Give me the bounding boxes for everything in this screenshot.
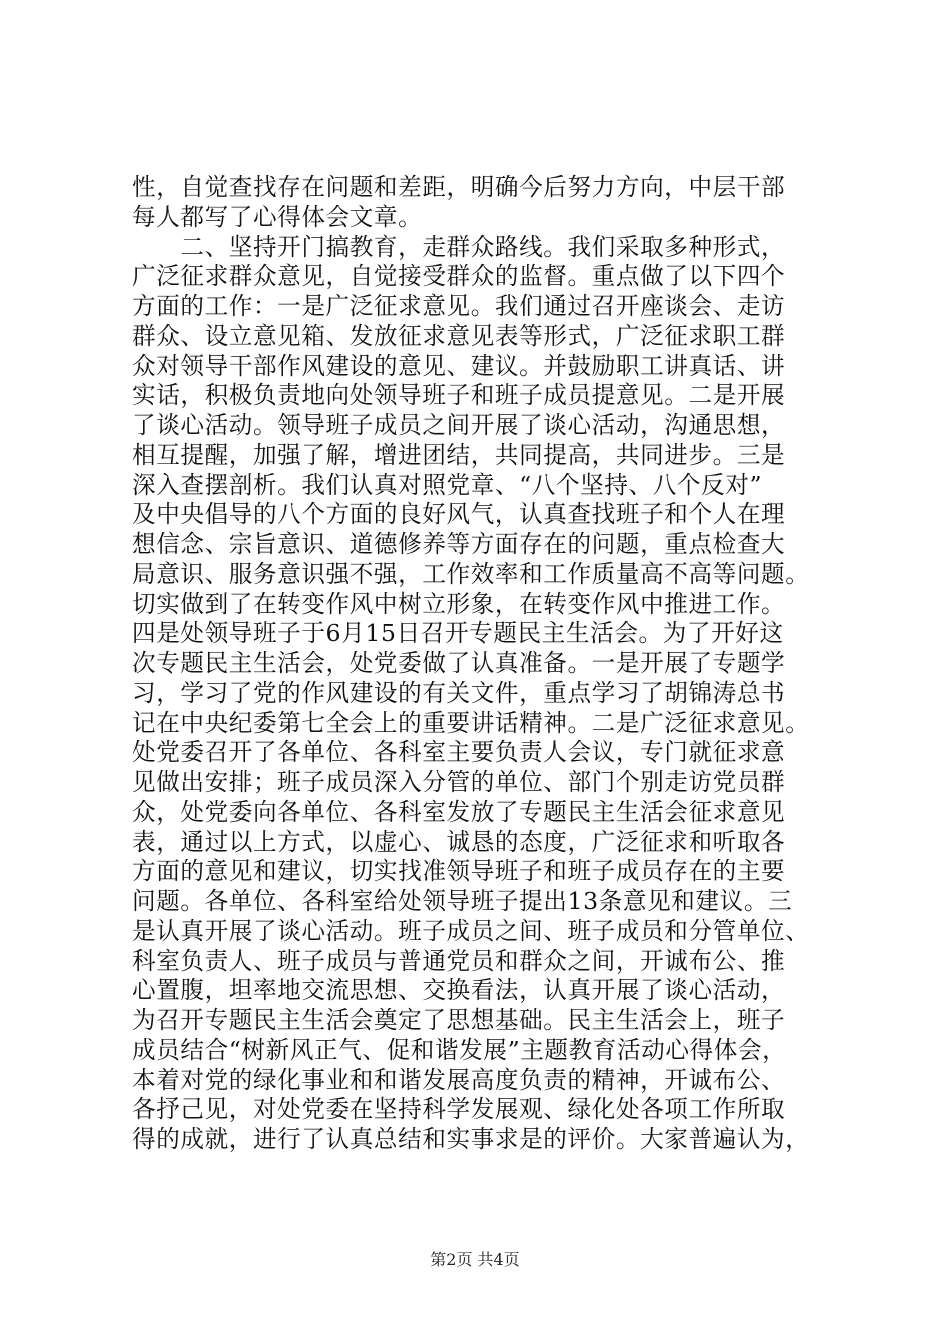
text-line-19: 记在中央纪委第七全会上的重要讲话精神。二是广泛征求意见。 bbox=[132, 708, 810, 737]
text-line-23: 表，通过以上方式，以虚心、诚恳的态度，广泛征求和听取各 bbox=[132, 827, 786, 856]
text-line-9: 了谈心活动。领导班子成员之间开展了谈心活动，沟通思想， bbox=[132, 411, 786, 439]
text-line-15: 切实做到了在转变作风中树立形象，在转变作风中推进工作。 bbox=[132, 589, 786, 618]
text-line-30: 成员结合“树新风正气、促和谐发展”主题教育活动心得体会， bbox=[132, 1035, 787, 1064]
text-line-10: 相互提醒，加强了解，增进团结，共同提高，共同进步。三是 bbox=[132, 440, 786, 469]
text-line-24: 方面的意见和建议，切实找准领导班子和班子成员存在的主要 bbox=[132, 857, 786, 886]
text-line-5: 方面的工作：一是广泛征求意见。我们通过召开座谈会、走访 bbox=[132, 292, 786, 320]
text-line-12: 及中央倡导的八个方面的良好风气，认真查找班子和个人在理 bbox=[132, 500, 786, 529]
text-line-28: 心置腹，坦率地交流思想、交换看法，认真开展了谈心活动， bbox=[132, 976, 786, 1005]
text-line-29: 为召开专题民主生活会奠定了思想基础。民主生活会上，班子 bbox=[132, 1006, 786, 1034]
body-text bbox=[132, 173, 832, 1155]
page-number-footer: 第2页 共4页 bbox=[430, 1250, 520, 1269]
text-line-25: 问题。各单位、各科室给处领导班子提出13条意见和建议。三 bbox=[132, 887, 793, 915]
text-line-4: 广泛征求群众意见，自觉接受群众的监督。重点做了以下四个 bbox=[132, 262, 786, 291]
text-line-33: 得的成就，进行了认真总结和实事求是的评价。大家普遍认为， bbox=[132, 1125, 810, 1153]
text-line-27: 科室负责人、班子成员与普通党员和群众之间，开诚布公、推 bbox=[132, 946, 786, 975]
text-line-7: 众对领导干部作风建设的意见、建议。并鼓励职工讲真话、讲 bbox=[132, 351, 786, 380]
text-line-22: 众，处党委向各单位、各科室发放了专题民主生活会征求意见 bbox=[132, 797, 786, 826]
text-line-6: 群众、设立意见箱、发放征求意见表等形式，广泛征求职工群 bbox=[132, 321, 786, 350]
text-line-31: 本着对党的绿化事业和和谐发展高度负责的精神，开诚布公、 bbox=[132, 1065, 786, 1094]
text-line-8: 实话，积极负责地向处领导班子和班子成员提意见。二是开展 bbox=[132, 381, 786, 410]
text-line-18: 习，学习了党的作风建设的有关文件，重点学习了胡锦涛总书 bbox=[132, 678, 786, 707]
text-line-2: 每人都写了心得体会文章。 bbox=[132, 202, 423, 231]
text-line-26: 是认真开展了谈心活动。班子成员之间、班子成员和分管单位、 bbox=[132, 916, 810, 945]
text-line-21: 见做出安排；班子成员深入分管的单位、部门个别走访党员群 bbox=[132, 768, 786, 796]
text-line-20: 处党委召开了各单位、各科室主要负责人会议，专门就征求意 bbox=[132, 738, 786, 767]
text-line-32: 各抒己见，对处党委在坚持科学发展观、绿化处各项工作所取 bbox=[132, 1095, 786, 1124]
text-line-14: 局意识、服务意识强不强，工作效率和工作质量高不高等问题。 bbox=[132, 559, 810, 588]
text-line-11: 深入查摆剖析。我们认真对照党章、“八个坚持、八个反对” bbox=[132, 470, 763, 499]
text-line-3: 二、坚持开门搞教育，走群众路线。我们采取多种形式， bbox=[132, 232, 786, 261]
text-line-17: 次专题民主生活会，处党委做了认真准备。一是开展了专题学 bbox=[132, 649, 786, 677]
text-line-13: 想信念、宗旨意识、道德修养等方面存在的问题，重点检查大 bbox=[132, 530, 786, 558]
text-line-1: 性，自觉查找存在问题和差距，明确今后努力方向，中层干部 bbox=[132, 173, 786, 201]
text-line-16: 四是处领导班子于6月15日召开专题民主生活会。为了开好这 bbox=[132, 619, 784, 648]
